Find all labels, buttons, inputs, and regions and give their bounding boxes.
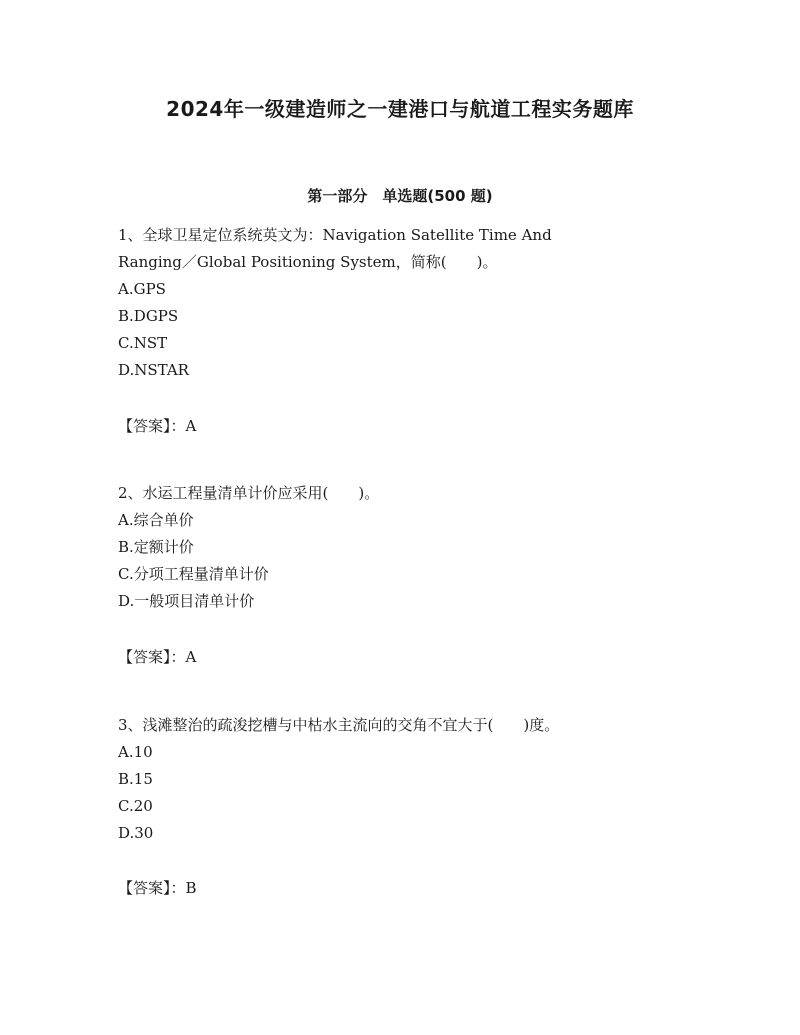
answer-3	[118, 875, 197, 902]
option-a: A.GPS	[118, 280, 166, 298]
option-c: C.20	[118, 797, 153, 815]
answer-separator: ：	[170, 648, 186, 666]
answer-value: A	[185, 648, 197, 666]
question-stem: 2、水运工程量清单计价应采用( )。	[118, 484, 380, 502]
option-c: C.分项工程量清单计价	[118, 565, 269, 583]
option-d: D.30	[118, 824, 154, 842]
answer-value: B	[185, 879, 197, 897]
option-a: A.10	[118, 743, 153, 761]
answer-2	[118, 644, 196, 671]
option-d: D.一般项目清单计价	[118, 592, 255, 610]
option-a: A.综合单价	[118, 511, 194, 529]
answer-label: 【答案】	[118, 648, 171, 666]
section-title: 第一部分 单选题(500 题)	[307, 187, 493, 205]
question-1	[118, 222, 678, 384]
question-stem: 1、全球卫星定位系统英文为：Navigation Satellite Time And	[118, 226, 552, 244]
answer-value: A	[185, 417, 197, 435]
option-d: D.NSTAR	[118, 361, 189, 379]
option-c: C.NST	[118, 334, 168, 352]
question-3	[118, 712, 678, 847]
answer-1	[118, 413, 196, 440]
option-b: B.定额计价	[118, 538, 194, 556]
option-b: B.DGPS	[118, 307, 179, 325]
answer-separator: ：	[170, 879, 186, 897]
answer-label: 【答案】	[118, 417, 171, 435]
question-stem-continued: Ranging／Global Positioning System，简称( )。	[118, 253, 498, 271]
document-title: 2024年一级建造师之一建港口与航道工程实务题库	[166, 97, 634, 121]
answer-separator: ：	[170, 417, 186, 435]
answer-label: 【答案】	[118, 879, 171, 897]
question-stem: 3、浅滩整治的疏浚挖槽与中枯水主流向的交角不宜大于( )度。	[118, 716, 560, 734]
option-b: B.15	[118, 770, 153, 788]
question-2	[118, 480, 678, 615]
